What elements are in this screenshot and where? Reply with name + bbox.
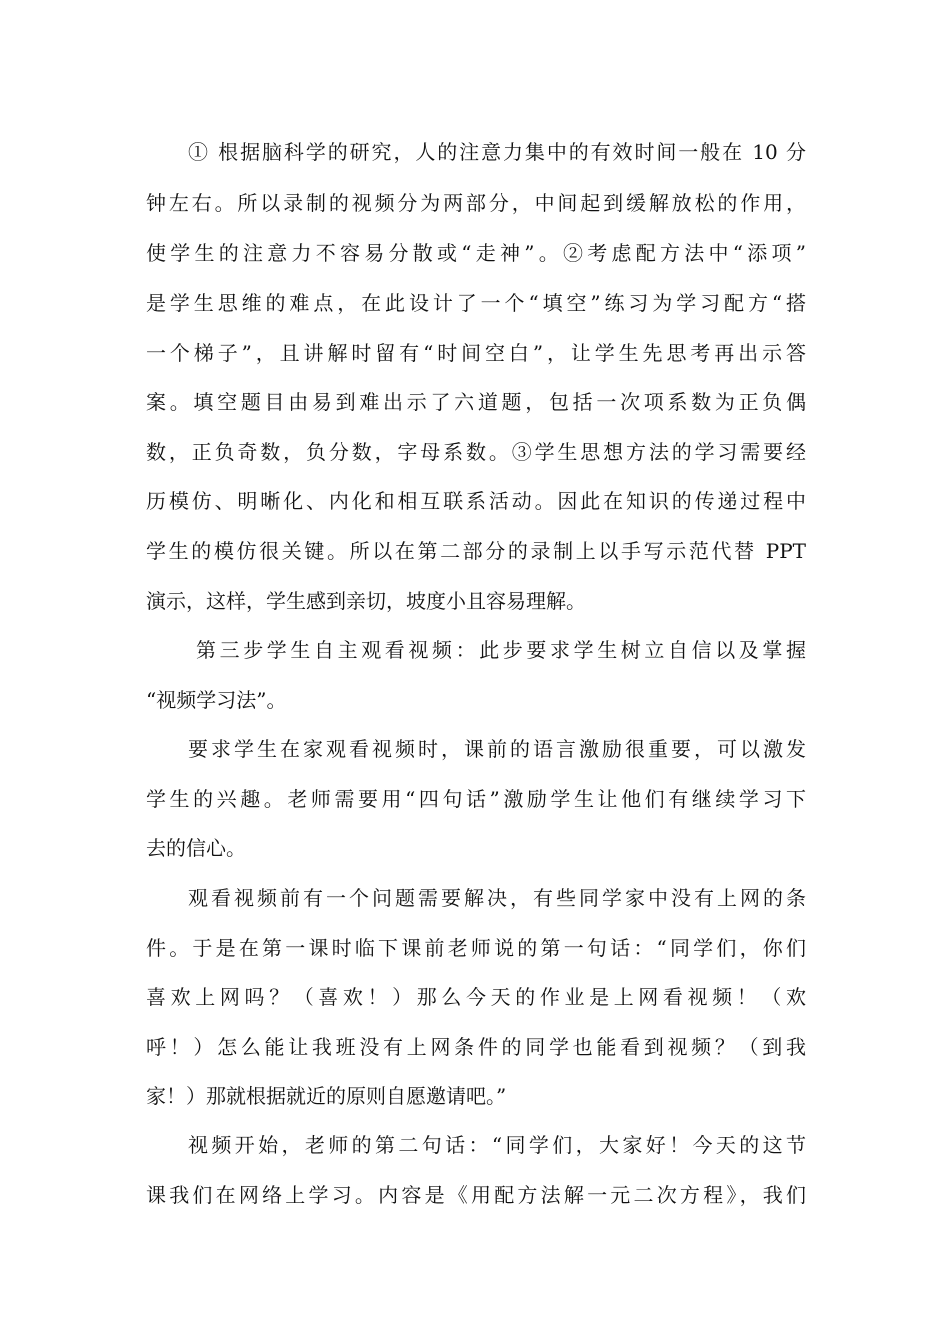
text-line: 历模仿、明晰化、内化和相互联系活动。因此在知识的传递过程中 xyxy=(146,489,806,513)
text-line: 视频开始，老师的第二句话：“同学们，大家好！今天的这节 xyxy=(188,1133,806,1157)
text-line: ① 根据脑科学的研究，人的注意力集中的有效时间一般在 10 分 xyxy=(188,140,806,164)
text-line: 一个梯子”，且讲解时留有“时间空白”，让学生先思考再出示答 xyxy=(146,341,806,365)
text-line: 钟左右。所以录制的视频分为两部分，中间起到缓解放松的作用， xyxy=(146,191,806,215)
text-line: 要求学生在家观看视频时，课前的语言激励很重要，可以激发 xyxy=(188,737,806,761)
text-line: 家！）那就根据就近的原则自愿邀请吧。” xyxy=(146,1084,507,1108)
text-line: 演示，这样，学生感到亲切，坡度小且容易理解。 xyxy=(146,589,586,613)
text-line: “视频学习法”。 xyxy=(146,688,287,712)
text-line: 课我们在网络上学习。内容是《用配方法解一元二次方程》，我们 xyxy=(146,1183,806,1207)
text-line: 使学生的注意力不容易分散或“走神”。②考虑配方法中“添项” xyxy=(146,241,806,265)
text-line: 呼！）怎么能让我班没有上网条件的同学也能看到视频？（到我 xyxy=(146,1035,806,1059)
text-line: 是学生思维的难点，在此设计了一个“填空”练习为学习配方“搭 xyxy=(146,291,806,315)
text-line: 学生的兴趣。老师需要用“四句话”激励学生让他们有继续学习下 xyxy=(146,787,806,811)
text-line: 去的信心。 xyxy=(146,836,246,860)
text-line: 件。于是在第一课时临下课前老师说的第一句话：“同学们，你们 xyxy=(146,936,806,960)
text-line: 喜欢上网吗？（喜欢！）那么今天的作业是上网看视频！（欢 xyxy=(146,985,806,1009)
text-line: 第三步学生自主观看视频：此步要求学生树立自信以及掌握 xyxy=(196,638,806,662)
text-line: 学生的模仿很关键。所以在第二部分的录制上以手写示范代替 PPT xyxy=(146,539,806,563)
text-line: 观看视频前有一个问题需要解决，有些同学家中没有上网的条 xyxy=(188,886,806,910)
text-line: 案。填空题目由易到难出示了六道题，包括一次项系数为正负偶 xyxy=(146,390,806,414)
text-line: 数，正负奇数，负分数，字母系数。③学生思想方法的学习需要经 xyxy=(146,440,806,464)
